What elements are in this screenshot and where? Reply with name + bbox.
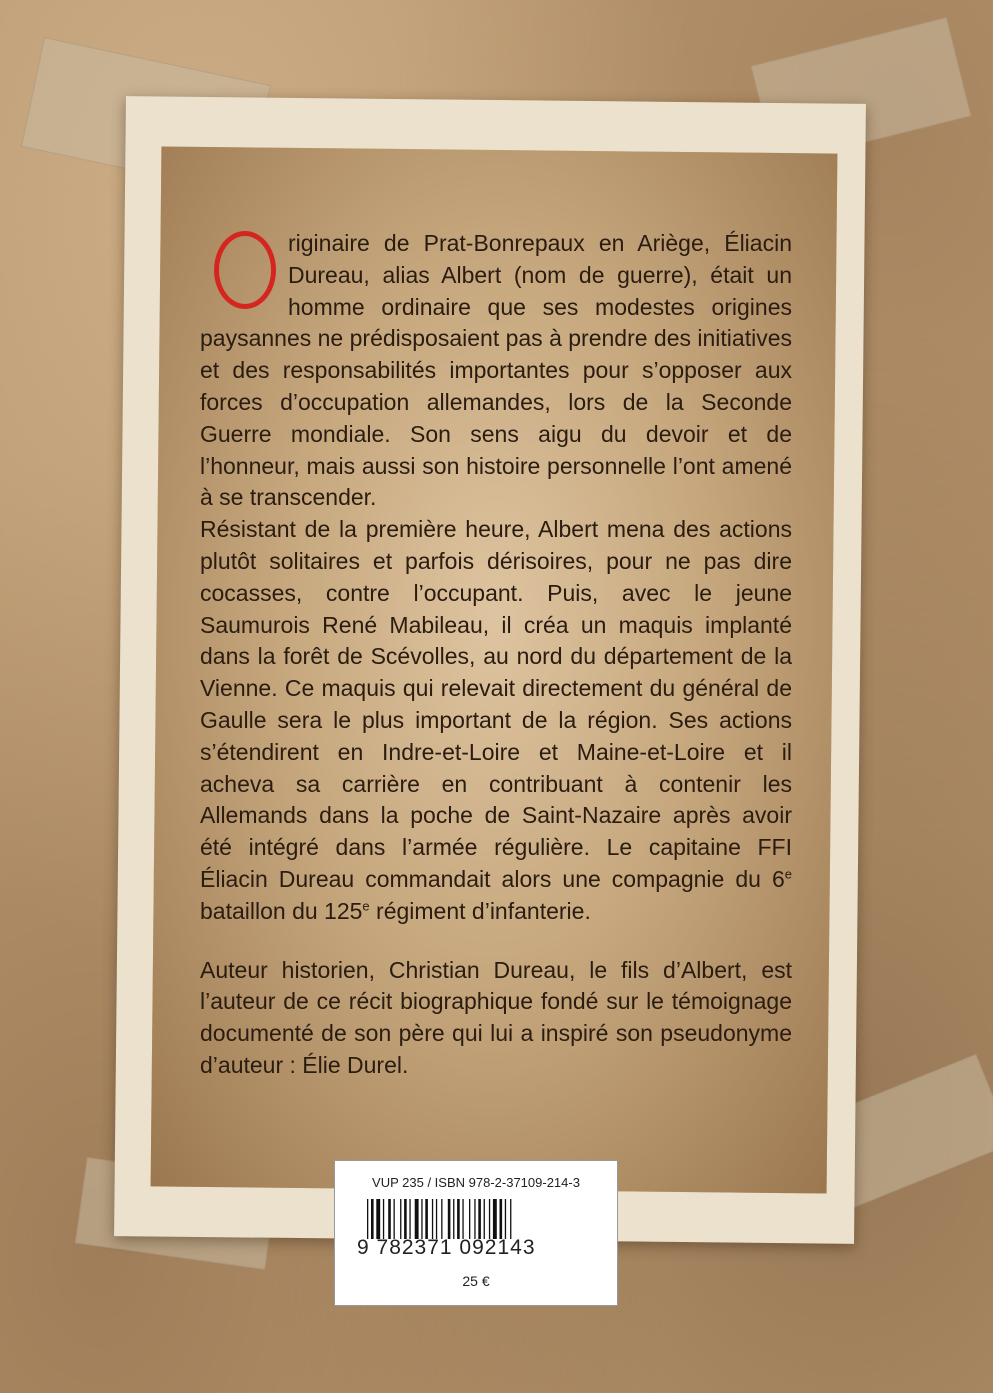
paragraph-2-text-end: régiment d’infanterie. [369,897,591,924]
superscript-e: e [362,898,370,914]
paragraph-3: Auteur historien, Christian Dureau, le fils d’Albert, est l’auteur de ce récit biographique fondé sur le témoignage documenté de son père qui lui a inspiré son pseudonyme d’auteur : Élie Durel. [200,956,792,1078]
back-cover-text [200,228,792,1082]
superscript-e: e [784,866,792,882]
paragraph-2-text: Résistant de la première heure, Albert mena des actions plutôt solitaires et parfois dérisoires, pour ne pas dire cocasses, contre l’occupant. Puis, avec le jeune Saumurois René Mabileau, il créa un maquis implanté dans la forêt de Scévolles, au nord du département de la Vienne. Ce maquis qui relevait directement du général de Gaulle sera le plus important de la région. Ses actions s’étendirent en Indre-et-Loire et Maine-et-Loire et il acheva sa carrière en contribuant à contenir les Allemands dans la poche de Saint-Nazaire après avoir été intégré dans l’armée régulière. Le capitaine FFI Éliacin Dureau commandait alors une compagnie du 6 [200,516,792,892]
barcode-label [334,1160,618,1306]
paragraph-1 [200,228,792,514]
paragraph-2-text-mid: bataillon du 125 [200,897,363,924]
paragraph-2 [200,514,792,927]
price: 25 € [462,1273,490,1289]
barcode-bars [367,1199,585,1239]
paragraph-1-text: riginaire de Prat-Bonrepaux en Ariège, Éliacin Dureau, alias Albert (nom de guerre), était un homme ordinaire que ses modestes origines paysannes ne prédisposaient pas à prendre des initiatives et des responsabilités importantes pour s’opposer aux forces d’occupation allemandes, lors de la Seconde Guerre mondiale. Son sens aigu du devoir et de l’honneur, mais aussi son histoire personnelle l’ont amené à se transcender. [200,230,792,511]
barcode-digits: 9 782371 092143 [357,1236,536,1259]
dropcap-letter [214,231,276,309]
isbn-line: VUP 235 / ISBN 978-2-37109-214-3 [372,1175,580,1190]
